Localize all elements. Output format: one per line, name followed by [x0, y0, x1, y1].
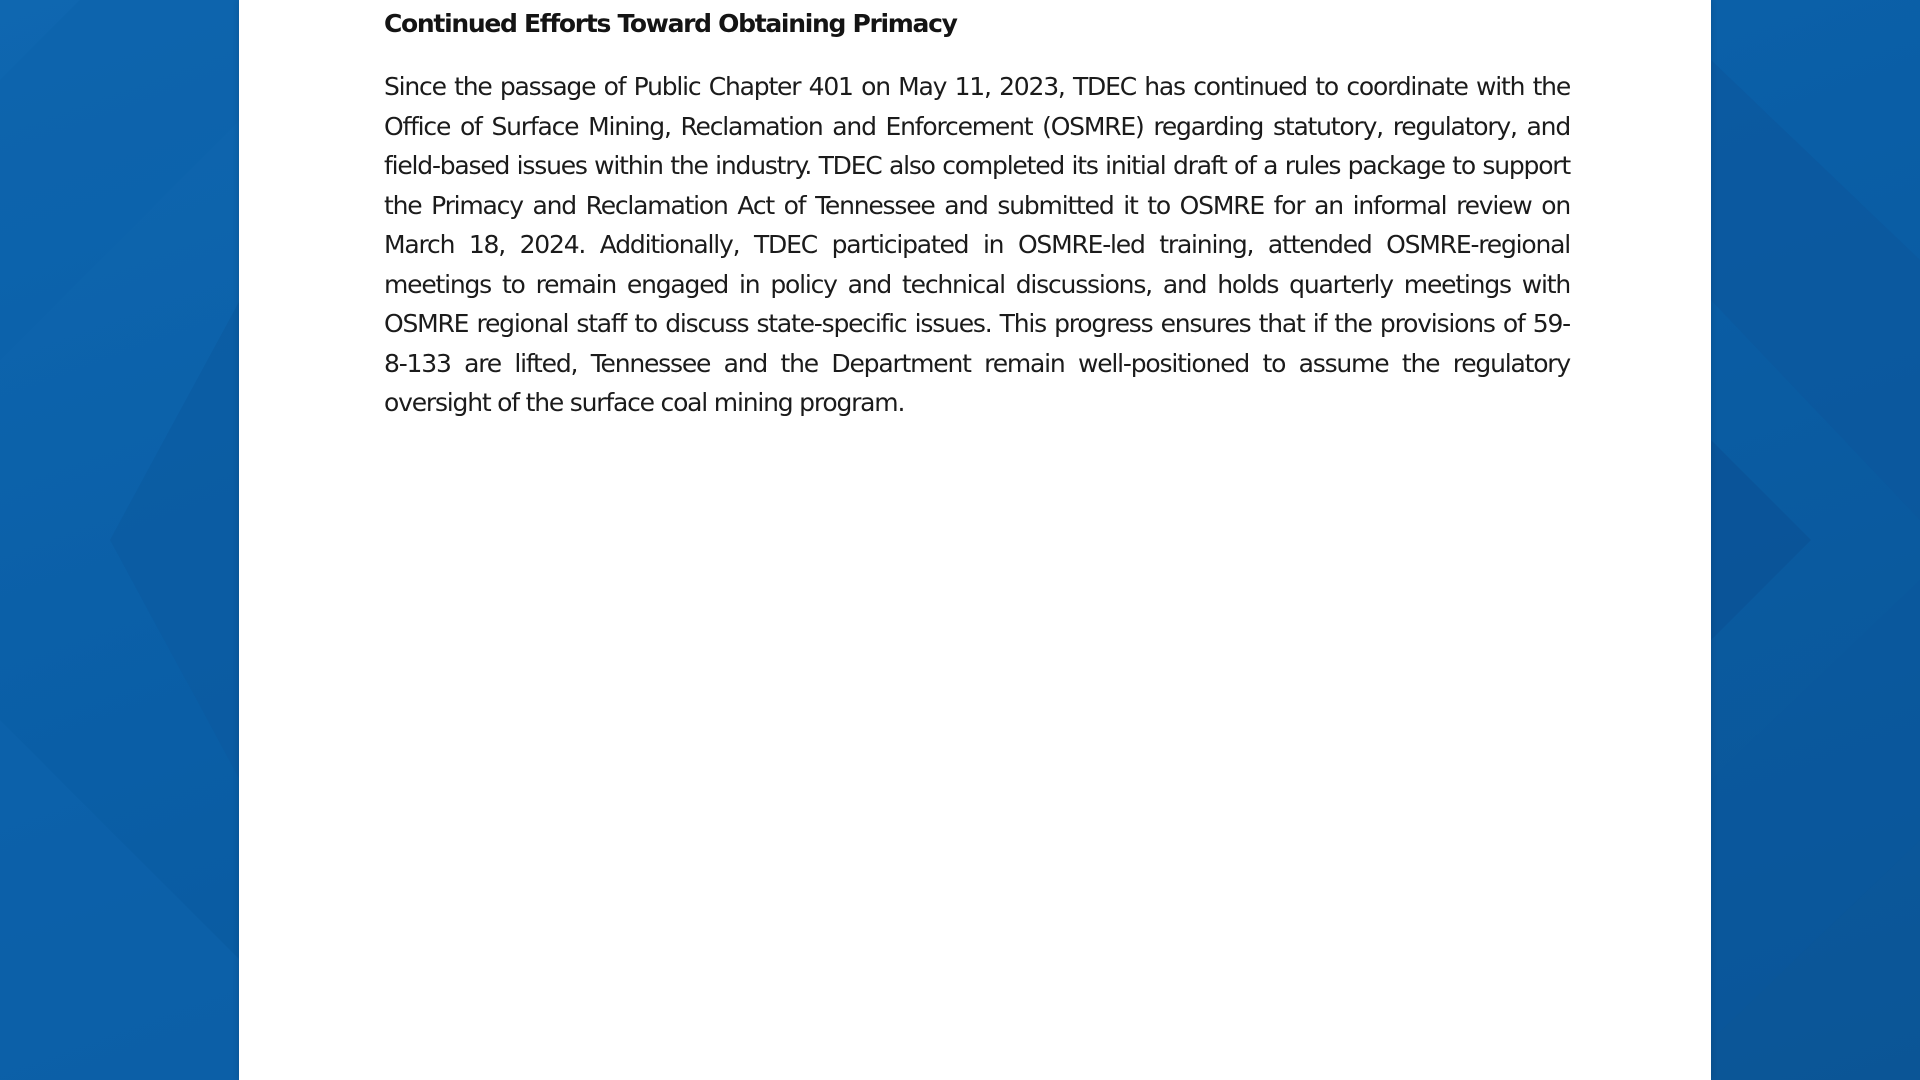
body-paragraph: Since the passage of Public Chapter 401 on May 11, 2023, TDEC has continued to coordinate with the Office of Surface Mining, Reclamation and Enforcement (OSMRE) regarding statutory, regulatory, and field-based issues within the industry. TDEC also completed its initial draft of a rules package to support the Primacy and Reclamation Act of Tennessee and submitted it to OSMRE for an informal review on March 18, 2024. Additionally, TDEC participated in OSMRE-led training, attended OSMRE-regional meetings to remain engaged in policy and technical discussions, and holds quarterly meetings with OSMRE regional staff to discuss state-specific issues. This progress ensures that if the provisions of 59-8-133 are lifted, Tennessee and the Department remain well-positioned to assume the regulatory oversight of the surface coal mining program. [384, 72, 1570, 417]
right-chevron-pattern [1711, 0, 1920, 1080]
left-chevron-pattern [0, 0, 240, 1080]
document-page [239, 0, 1711, 1080]
section-heading: Continued Efforts Toward Obtaining Primacy [384, 9, 957, 38]
